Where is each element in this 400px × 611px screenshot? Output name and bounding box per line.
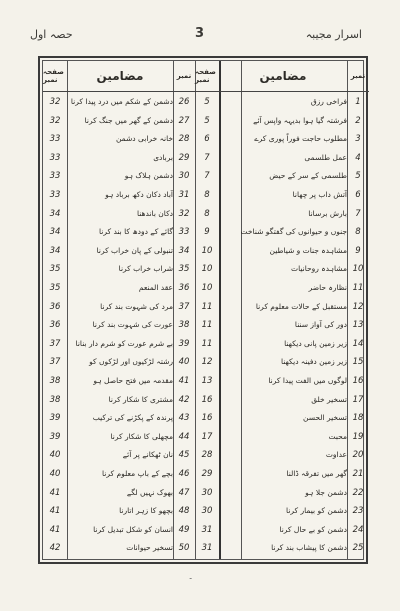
left-page-number: 41 [49,506,61,517]
left-page-number: 41 [49,524,61,535]
left-page-number: 39 [49,413,61,424]
right-topic: گھر میں تفرقہ ڈالنا [286,469,347,478]
right-page-number: 11 [201,301,213,312]
table-row [43,372,363,391]
left-page-number: 40 [49,450,61,461]
right-topic: عداوت [325,450,347,460]
table-row [43,260,363,279]
left-entry-number: 36 [178,283,190,293]
right-page-number: 5 [204,97,210,107]
left-topic: بچے کے باپ معلوم کرنا [102,469,173,478]
left-topic: رشتہ لڑکیوں اور لڑکوں کو [89,357,173,367]
left-topic: دشمن کے گھر میں جنگ کرنا [84,115,173,125]
table-row [43,205,363,224]
right-entry-number: 18 [352,413,364,424]
left-topic: شراب خراب کرنا [118,264,173,274]
left-page-number: 34 [49,227,61,238]
left-page-number: 33 [49,134,61,145]
right-entry-number: 14 [352,338,364,349]
table-row [43,353,363,372]
left-entry-number: 32 [178,208,190,219]
left-entry-number: 50 [178,543,190,554]
col-right-page: صفحہ نمبر [195,61,219,92]
right-entry-number: 20 [352,450,364,461]
right-topic: لوگوں میں الفت پیدا کرنا [268,376,347,385]
col-right-title: مضامین [219,61,347,92]
left-topic: گائے کے دودھ کا بند کرنا [99,227,173,237]
left-entry-number: 46 [178,469,190,479]
right-page-number: 12 [201,357,213,368]
right-topic: بارش برسانا [308,208,347,218]
table-row [43,93,363,112]
table-row [43,242,363,261]
right-page-number: 7 [204,152,210,163]
left-entry-number: 27 [178,115,190,126]
left-topic: تنبولی کے پان خراب کرنا [96,245,173,255]
right-entry-number: 6 [355,190,361,200]
right-topic: محبت [328,431,347,441]
right-page-number: 10 [201,245,213,256]
right-topic: دور کی آواز سننا [294,320,347,330]
left-topic: مقدمہ میں فتح حاصل ہو [93,376,173,385]
left-topic: بھوک نہیں لگے [126,487,173,497]
left-topic: پرندہ کے پکڑنے کی ترکیب [92,413,173,423]
left-page-number: 38 [49,394,61,405]
left-page-number: 37 [49,357,61,368]
left-page-number: 41 [49,487,61,498]
left-entry-number: 29 [178,152,190,163]
right-page-number: 30 [201,487,213,498]
right-topic: دشمن کو بے حال کرنا [279,524,347,534]
right-topic: تسخیر الحسن [302,413,347,423]
left-topic: دکان باندھنا [137,208,173,218]
right-entry-number: 12 [352,301,364,312]
right-topic: زیر زمین دفینہ دیکھنا [280,357,347,367]
right-page-number: 16 [201,413,213,424]
col-left-num: نمبر [173,61,195,92]
left-topic: انسان کو شکل تبدیل کرنا [93,524,173,534]
left-topic: عقد المنعم [138,283,173,292]
left-topic: تسخیر حیوانات [126,543,173,553]
right-topic: دشمن کا پیشاب بند کرنا [271,543,347,553]
left-topic: دشمن کے شکم میں درد پیدا کرنا [70,97,173,106]
left-topic: خانہ خرابی دشمن [115,134,173,144]
right-entry-number: 9 [355,245,361,256]
right-entry-number: 11 [352,283,364,293]
table-row [43,223,363,242]
table-row [43,465,363,484]
left-page-number: 35 [49,283,61,293]
left-topic: دشمن ہلاک ہو [124,171,173,181]
right-page-number: 10 [201,264,213,275]
right-entry-number: 23 [352,506,364,517]
table-row [43,130,363,149]
table-row [43,428,363,447]
left-entry-number: 45 [178,450,190,461]
left-entry-number: 33 [178,227,190,238]
left-page-number: 34 [49,208,61,219]
table-row [43,409,363,428]
left-entry-number: 30 [178,171,190,182]
left-topic: آباد دکان دکھ برباد ہو [105,190,173,199]
right-page-number: 6 [204,134,210,145]
right-entry-number: 1 [355,97,361,107]
right-page-number: 10 [201,283,213,293]
left-page-number: 33 [49,171,61,182]
right-page-number: 7 [204,171,210,182]
right-topic: تسخیر خلق [311,394,347,404]
right-topic: عمل طلسمی [304,152,347,162]
right-entry-number: 25 [352,543,364,554]
right-page-number: 13 [201,376,213,386]
left-entry-number: 48 [178,506,190,517]
right-entry-number: 7 [355,208,361,219]
table-row [43,279,363,298]
right-entry-number: 24 [352,524,364,535]
right-topic: مستقبل کے حالات معلوم کرنا [255,301,347,311]
left-topic: عورت کی شہوت بند کرنا [92,320,173,330]
right-entry-number: 15 [352,357,364,368]
right-entry-number: 3 [355,134,361,145]
right-entry-number: 22 [352,487,364,498]
left-entry-number: 31 [178,190,190,200]
left-page-number: 36 [49,320,61,331]
table-row [43,391,363,410]
col-right-num: نمبر [347,61,369,92]
table-row [43,502,363,521]
right-topic: زیر زمین پانی دیکھنا [284,338,347,348]
left-topic: بے شرم عورت کو شرم دار بنانا [75,338,173,348]
left-page-number: 32 [49,115,61,126]
right-entry-number: 2 [355,115,361,126]
left-entry-number: 47 [178,487,190,498]
col-left-title: مضامین [67,61,173,92]
right-page-number: 16 [201,394,213,405]
table-row [43,149,363,168]
table-row [43,112,363,131]
right-entry-number: 4 [355,152,361,163]
left-entry-number: 43 [178,413,190,424]
right-topic: نظارہ حاضر [308,283,347,292]
right-page-number: 8 [204,190,210,200]
right-entry-number: 10 [352,264,364,275]
table-row [43,298,363,317]
right-page-number: 11 [201,338,213,349]
right-topic: جنوں و حیوانوں کی گفتگو شناخت [240,227,347,237]
right-entry-number: 16 [352,376,364,386]
left-entry-number: 44 [178,431,190,442]
right-topic: مطلوب حاجت فوراً پوری کرے [254,134,347,144]
right-topic: فراخی رزق [310,97,347,106]
left-entry-number: 49 [178,524,190,535]
left-topic: بچھو کا زہر اتارنا [119,506,173,516]
index-table-inner [42,60,364,560]
right-topic: مشاہدہ جنات و شیاطین [269,245,347,255]
right-topic: دشمن جلا ہو [305,487,347,497]
right-entry-number: 21 [352,469,364,479]
table-row [43,446,363,465]
left-page-number: 33 [49,152,61,163]
left-entry-number: 35 [178,264,190,275]
right-page-number: 31 [201,543,213,554]
footer-marker: ۔ [188,572,194,582]
right-page-number: 29 [201,469,213,479]
left-topic: بربادی [153,152,173,162]
right-page-number: 28 [201,450,213,461]
table-row [43,316,363,335]
left-entry-number: 34 [178,245,190,256]
left-page-number: 32 [49,97,61,107]
left-topic: مچھلی کا شکار کرنا [110,431,173,441]
left-entry-number: 41 [178,376,190,386]
right-entry-number: 8 [355,227,361,238]
left-page-number: 38 [49,376,61,386]
left-page-number: 40 [49,469,61,479]
right-page-number: 30 [201,506,213,517]
table-row [43,167,363,186]
page-number: 3 [195,26,205,41]
right-page-number: 31 [201,524,213,535]
left-topic: نان ٹھکانے پر آئے [122,450,173,460]
left-topic: مشتری کا شکار کرنا [108,394,173,404]
table-row [43,186,363,205]
right-entry-number: 13 [352,320,364,331]
left-entry-number: 42 [178,394,190,405]
section-label: حصہ اول [30,28,73,41]
left-entry-number: 26 [178,97,190,107]
right-page-number: 5 [204,115,210,126]
right-page-number: 8 [204,208,210,219]
right-entry-number: 17 [352,394,364,405]
left-page-number: 33 [49,190,61,200]
left-entry-number: 37 [178,301,190,312]
right-topic: فرشتہ گیا ہوا بدیہہ واپس آئے [253,115,347,125]
table-row [43,335,363,354]
left-page-number: 39 [49,431,61,442]
right-topic: آتش داب پر چھانا [292,190,347,199]
book-title: اسرار مجیبہ [305,28,362,41]
right-entry-number: 5 [355,171,361,182]
table-row [43,521,363,540]
left-page-number: 42 [49,543,61,554]
right-entry-number: 19 [352,431,364,442]
index-rows [43,93,363,559]
left-entry-number: 28 [178,134,190,145]
left-page-number: 35 [49,264,61,275]
left-entry-number: 40 [178,357,190,368]
left-topic: مرد کی شہوت بند کرنا [100,301,173,311]
right-page-number: 9 [204,227,210,238]
right-page-number: 11 [201,320,213,331]
left-page-number: 37 [49,338,61,349]
right-topic: دشمن کو بیمار کرنا [286,506,347,516]
index-table [38,56,368,564]
left-page-number: 36 [49,301,61,312]
table-row [43,484,363,503]
left-page-number: 34 [49,245,61,256]
right-topic: مشاہدہ روحانیات [291,264,347,274]
col-left-page: صفحہ نمبر [43,61,67,92]
left-entry-number: 38 [178,320,190,331]
left-entry-number: 39 [178,338,190,349]
right-page-number: 17 [201,431,213,442]
right-topic: طلسمی کے سر کے حیض [269,171,347,181]
table-row [43,539,363,558]
